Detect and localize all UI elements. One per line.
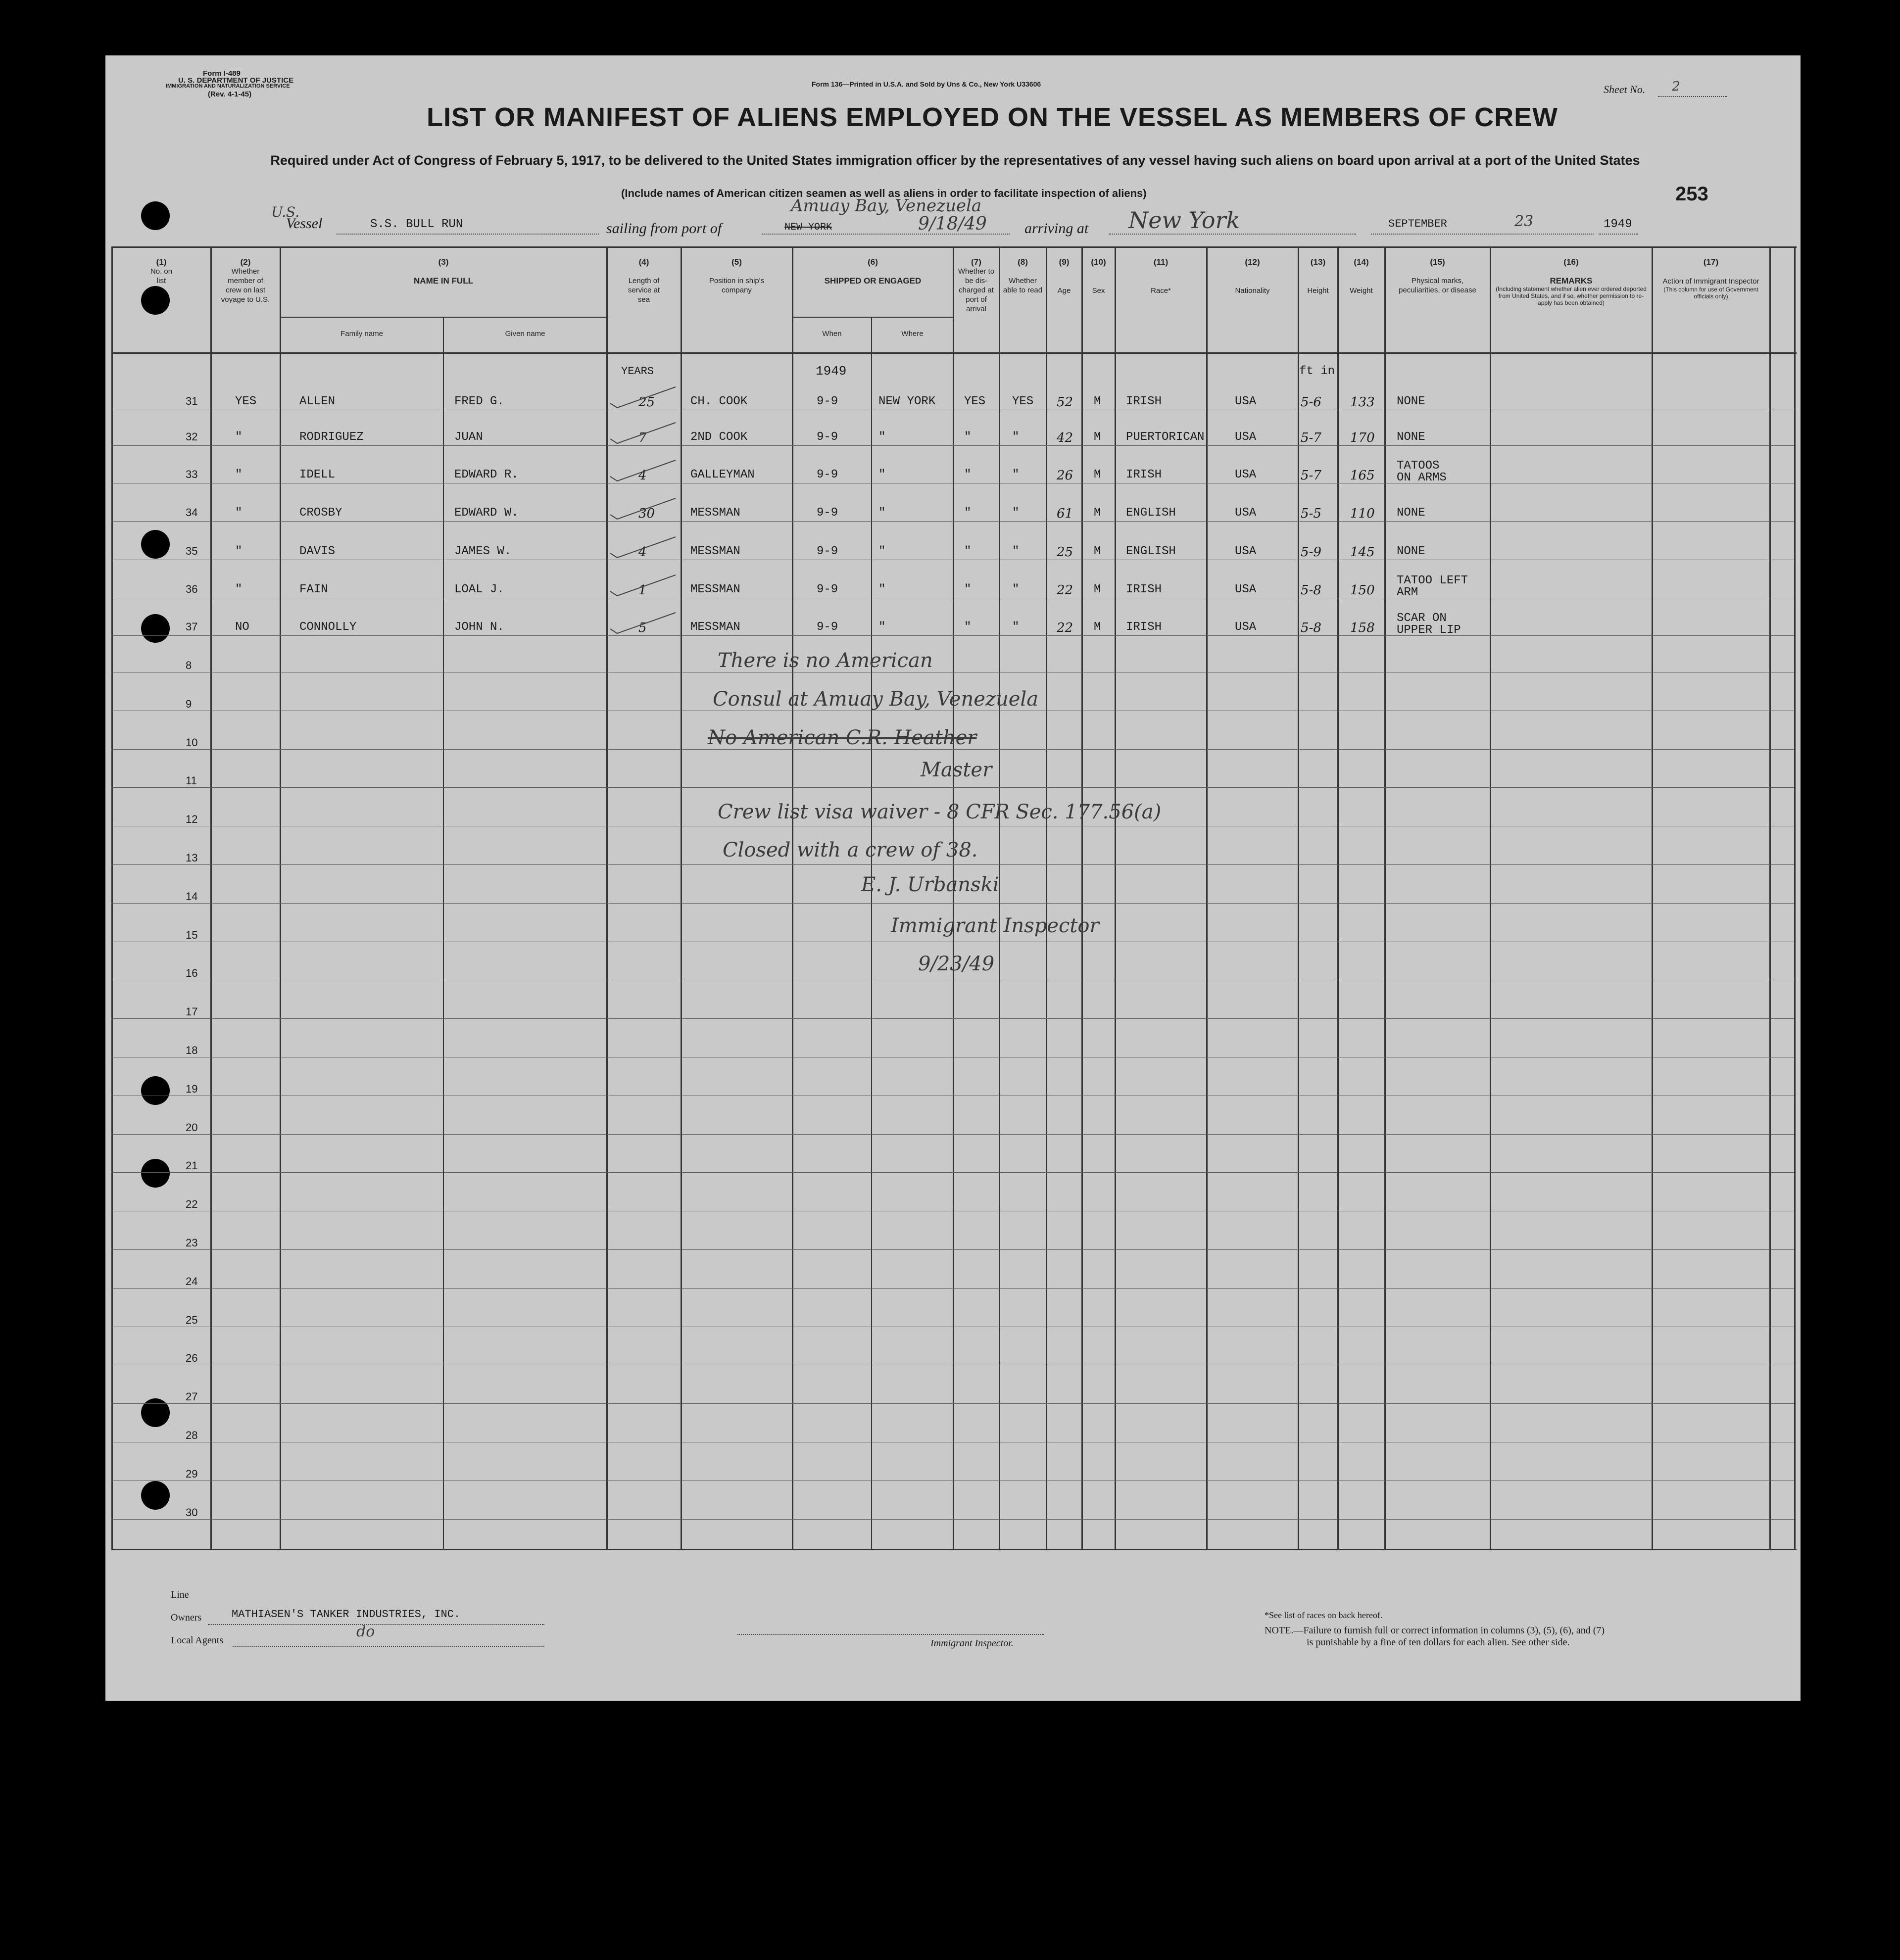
cell-nationality: USA — [1235, 468, 1257, 481]
height-unit: ft in — [1299, 365, 1335, 378]
checkmark-icon — [606, 459, 681, 484]
row-number: 16 — [186, 967, 198, 980]
cell-nationality: USA — [1235, 506, 1257, 520]
punch-hole — [141, 1076, 170, 1105]
checkmark-icon — [606, 422, 681, 446]
cell-physical-marks: NONE — [1397, 395, 1425, 408]
cell-shipped-where: " — [878, 583, 886, 596]
cell-weight: 170 — [1350, 430, 1375, 445]
cell-given-name: JAMES W. — [454, 545, 512, 558]
cell-discharged: " — [964, 583, 972, 596]
cell-discharged: YES — [964, 395, 986, 408]
cell-physical-marks: NONE — [1397, 506, 1425, 520]
family-name-header: Family name — [341, 330, 383, 338]
cell-sex: M — [1094, 468, 1101, 481]
row-number: 14 — [186, 890, 198, 903]
cell-age: 52 — [1057, 395, 1073, 410]
cell-prev: YES — [235, 395, 257, 408]
row-number: 25 — [186, 1313, 198, 1326]
row-number: 28 — [186, 1429, 198, 1441]
inspector-label: Immigrant Inspector. — [930, 1638, 1014, 1649]
cell-age: 22 — [1057, 583, 1073, 598]
revision: (Rev. 4-1-45) — [208, 90, 252, 98]
years-unit: YEARS — [621, 365, 654, 378]
cell-shipped-when: 9-9 — [817, 583, 838, 596]
cell-family-name: FAIN — [299, 583, 328, 596]
cell-sex: M — [1094, 395, 1101, 408]
cell-shipped-when: 9-9 — [817, 545, 838, 558]
cell-age: 42 — [1057, 430, 1073, 445]
cell-shipped-when: 9-9 — [817, 506, 838, 520]
cell-height: 5-6 — [1301, 395, 1321, 410]
departure-port: NEW YORK — [784, 222, 832, 233]
cell-sex: M — [1094, 430, 1101, 444]
include-note: (Include names of American citizen seamen as well as aliens in order to facilitate inspection of aliens) — [621, 187, 1147, 199]
year-shipped: 1949 — [816, 364, 847, 379]
cell-nationality: USA — [1235, 545, 1257, 558]
cell-prev: " — [235, 430, 243, 444]
col-2-header: (2) Whether member of crew on last voyage to U.S. — [221, 257, 270, 304]
punch-hole — [141, 201, 170, 230]
cell-read: " — [1012, 506, 1020, 520]
departure-date-handwritten: 9/18/49 — [918, 214, 987, 234]
col-3-header: (3) NAME IN FULL — [414, 257, 473, 286]
row-number: 23 — [186, 1237, 198, 1249]
form-number: Form I-489 — [203, 69, 241, 78]
cell-sex: M — [1094, 506, 1101, 520]
inspector-title-handwritten: Immigrant Inspector — [891, 914, 1099, 937]
row-number: 36 — [186, 583, 198, 595]
cell-weight: 158 — [1350, 621, 1375, 635]
cell-family-name: RODRIGUEZ — [299, 430, 364, 444]
where-header: Where — [901, 330, 924, 338]
department: U. S. DEPARTMENT OF JUSTICE — [178, 76, 294, 85]
cell-shipped-when: 9-9 — [817, 430, 838, 444]
cell-family-name: ALLEN — [299, 395, 336, 408]
note-visa-waiver: Crew list visa waiver - 8 CFR Sec. 177.56(a) — [718, 801, 1162, 823]
cell-service: 25 — [638, 395, 655, 410]
cell-family-name: IDELL — [299, 468, 336, 481]
fine-note: NOTE.—Failure to furnish full or correct information in columns (3), (5), (6), and (7) — [1265, 1625, 1605, 1636]
cell-shipped-when: 9-9 — [817, 468, 838, 481]
cell-service: 5 — [638, 621, 647, 635]
cell-shipped-where: " — [878, 545, 886, 558]
row-number: 27 — [186, 1390, 198, 1403]
cell-read: " — [1012, 621, 1020, 634]
cell-given-name: EDWARD W. — [454, 506, 519, 520]
cell-service: 4 — [638, 468, 647, 483]
cell-race: IRISH — [1126, 583, 1162, 596]
checkmark-icon — [606, 612, 681, 636]
note-closed-crew: Closed with a crew of 38. — [723, 839, 978, 861]
cell-family-name: CONNOLLY — [299, 621, 357, 634]
arrival-month: SEPTEMBER — [1388, 218, 1447, 230]
cell-shipped-when: 9-9 — [817, 621, 838, 634]
col-16-header: (16) REMARKS (Including statement whether alien ever ordered deported from United States, and if so, whether permission to re-apply has been obtained) — [1496, 257, 1647, 306]
cell-race: IRISH — [1126, 468, 1162, 481]
col-10-header: (10) Sex — [1091, 257, 1106, 295]
cell-race: ENGLISH — [1126, 545, 1176, 558]
cell-race: IRISH — [1126, 621, 1162, 634]
cell-age: 25 — [1057, 545, 1073, 560]
punch-hole — [141, 530, 170, 559]
cell-service: 7 — [638, 430, 647, 445]
cell-read: " — [1012, 545, 1020, 558]
cell-weight: 145 — [1350, 545, 1375, 560]
row-number: 12 — [186, 813, 198, 826]
cell-family-name: DAVIS — [299, 545, 336, 558]
vessel-name: S.S. BULL RUN — [370, 218, 463, 231]
note-master-title: Master — [921, 759, 992, 781]
cell-given-name: EDWARD R. — [454, 468, 519, 481]
row-number: 32 — [186, 430, 198, 443]
note-master-signature: No American C.R. Heather — [708, 726, 977, 749]
cell-nationality: USA — [1235, 621, 1257, 634]
cell-age: 22 — [1057, 621, 1073, 635]
cell-height: 5-8 — [1301, 621, 1321, 635]
page-number: 253 — [1675, 183, 1708, 205]
cell-discharged: " — [964, 545, 972, 558]
cell-weight: 150 — [1350, 583, 1375, 598]
cell-height: 5-5 — [1301, 506, 1321, 521]
cell-physical-marks: SCAR ON — [1397, 612, 1447, 625]
col-14-header: (14) Weight — [1350, 257, 1373, 295]
row-number: 19 — [186, 1082, 198, 1095]
row-number: 26 — [186, 1352, 198, 1365]
cell-read: " — [1012, 583, 1020, 596]
col-1-header: (1) No. on list — [150, 257, 173, 285]
row-number: 13 — [186, 852, 198, 864]
row-number: 22 — [186, 1198, 198, 1211]
cell-age: 61 — [1057, 506, 1073, 521]
form-subtitle: Required under Act of Congress of February 5, 1917, to be delivered to the United States immigration officer by the representatives of any vessel having such aliens on board upon arrival at a port of the United States — [270, 153, 1640, 168]
punch-hole — [141, 614, 170, 643]
cell-physical-marks-line2: UPPER LIP — [1397, 623, 1461, 637]
col-7-header: (7) Whether to be dis-charged at port of arrival — [958, 257, 995, 313]
fine-note-cont: is punishable by a fine of ten dollars for each alien. See other side. — [1307, 1637, 1570, 1648]
cell-service: 30 — [638, 506, 655, 521]
arriving-label: arriving at — [1024, 220, 1089, 237]
cell-given-name: FRED G. — [454, 395, 504, 408]
cell-race: ENGLISH — [1126, 506, 1176, 520]
cell-nationality: USA — [1235, 395, 1257, 408]
punch-hole — [141, 286, 170, 315]
row-number: 10 — [186, 736, 198, 749]
races-note: *See list of races on back hereof. — [1265, 1610, 1383, 1620]
row-number: 34 — [186, 506, 198, 519]
cell-prev: NO — [235, 621, 249, 634]
cell-weight: 133 — [1350, 395, 1375, 410]
row-number: 18 — [186, 1044, 198, 1056]
cell-shipped-where: " — [878, 506, 886, 520]
agents-label: Local Agents — [171, 1635, 224, 1646]
row-number: 29 — [186, 1467, 198, 1480]
row-number: 37 — [186, 621, 198, 633]
row-number: 35 — [186, 545, 198, 557]
cell-race: IRISH — [1126, 395, 1162, 408]
cell-family-name: CROSBY — [299, 506, 342, 520]
row-number: 31 — [186, 395, 198, 407]
cell-physical-marks-line2: ON ARMS — [1397, 471, 1447, 484]
cell-shipped-where: NEW YORK — [878, 395, 936, 408]
cell-shipped-where: " — [878, 621, 886, 634]
cell-read: YES — [1012, 395, 1034, 408]
cell-shipped-where: " — [878, 468, 886, 481]
col-17-header: (17) Action of Immigrant Inspector (This column for use of Government officials only) — [1662, 257, 1759, 300]
service: IMMIGRATION AND NATURALIZATION SERVICE — [166, 83, 290, 89]
punch-hole — [141, 1481, 170, 1510]
sheet-number: 2 — [1672, 79, 1680, 94]
cell-prev: " — [235, 506, 243, 520]
row-number: 9 — [186, 697, 192, 710]
sailing-label: sailing from port of — [606, 220, 722, 237]
page-title: LIST OR MANIFEST OF ALIENS EMPLOYED ON THE VESSEL AS MEMBERS OF CREW — [427, 102, 1559, 132]
row-number: 17 — [186, 1005, 198, 1018]
col-6-header: (6) SHIPPED OR ENGAGED — [824, 257, 922, 286]
cell-height: 5-9 — [1301, 545, 1321, 560]
cell-position: CH. COOK — [690, 395, 748, 408]
when-header: When — [822, 330, 842, 338]
row-number: 33 — [186, 468, 198, 480]
arrival-year: 1949 — [1604, 218, 1632, 231]
col-11-header: (11) Race* — [1151, 257, 1171, 295]
cell-discharged: " — [964, 506, 972, 520]
checkmark-icon — [606, 536, 681, 561]
cell-read: " — [1012, 468, 1020, 481]
note-no-consul: There is no American — [718, 649, 933, 672]
row-number: 11 — [186, 774, 197, 787]
cell-discharged: " — [964, 621, 972, 634]
cell-shipped-when: 9-9 — [817, 395, 838, 408]
cell-discharged: " — [964, 468, 972, 481]
vessel-label: Vessel — [286, 215, 323, 232]
row-number: 24 — [186, 1275, 198, 1288]
owners-name: MATHIASEN'S TANKER INDUSTRIES, INC. — [232, 1608, 461, 1621]
cell-race: PUERTORICAN — [1126, 430, 1205, 444]
cell-height: 5-7 — [1301, 468, 1321, 483]
inspector-signature: E. J. Urbanski — [861, 873, 999, 896]
col-5-header: (5) Position in ship's company — [709, 257, 765, 294]
cell-physical-marks: NONE — [1397, 430, 1425, 444]
row-number: 20 — [186, 1121, 198, 1134]
note-consul-location: Consul at Amuay Bay, Venezuela — [713, 688, 1039, 711]
arrival-day: 23 — [1514, 213, 1534, 230]
cell-given-name: JOHN N. — [454, 621, 504, 634]
checkmark-icon — [606, 386, 681, 411]
cell-sex: M — [1094, 545, 1101, 558]
checkmark-icon — [606, 574, 681, 599]
cell-weight: 110 — [1350, 506, 1375, 521]
departure-port-handwritten: Amuay Bay, Venezuela — [791, 196, 982, 216]
row-number: 15 — [186, 928, 198, 941]
cell-position: MESSMAN — [690, 545, 740, 558]
cell-physical-marks: TATOOS — [1397, 459, 1440, 473]
cell-discharged: " — [964, 430, 972, 444]
cell-prev: " — [235, 545, 243, 558]
cell-sex: M — [1094, 621, 1101, 634]
cell-given-name: LOAL J. — [454, 583, 504, 596]
cell-height: 5-8 — [1301, 583, 1321, 598]
owners-label: Owners — [171, 1612, 202, 1623]
col-4-header: (4) Length of service at sea — [628, 257, 660, 304]
cell-physical-marks: NONE — [1397, 545, 1425, 558]
inspection-date: 9/23/49 — [918, 953, 995, 975]
cell-prev: " — [235, 583, 243, 596]
cell-age: 26 — [1057, 468, 1073, 483]
punch-hole — [141, 1159, 170, 1188]
punch-hole — [141, 1398, 170, 1427]
row-number: 30 — [186, 1506, 198, 1519]
col-12-header: (12) Nationality — [1235, 257, 1270, 295]
cell-service: 1 — [638, 583, 647, 598]
vessel-prefix: U.S. — [271, 204, 300, 220]
cell-shipped-where: " — [878, 430, 886, 444]
cell-given-name: JUAN — [454, 430, 483, 444]
arrival-port: New York — [1128, 207, 1240, 234]
col-15-header: (15) Physical marks, peculiarities, or disease — [1399, 257, 1476, 294]
row-number: 8 — [186, 659, 192, 671]
row-number: 21 — [186, 1159, 198, 1172]
cell-position: 2ND COOK — [690, 430, 748, 444]
sheet-label: Sheet No. — [1604, 83, 1646, 96]
cell-nationality: USA — [1235, 583, 1257, 596]
cell-prev: " — [235, 468, 243, 481]
cell-physical-marks-line2: ARM — [1397, 586, 1418, 599]
agents-value: do — [356, 1623, 375, 1640]
cell-position: MESSMAN — [690, 583, 740, 596]
cell-height: 5-7 — [1301, 430, 1321, 445]
printer-line: Form 136—Printed in U.S.A. and Sold by Uns & Co., New York U33606 — [812, 80, 1041, 88]
cell-read: " — [1012, 430, 1020, 444]
cell-physical-marks: TATOO LEFT — [1397, 574, 1468, 587]
col-13-header: (13) Height — [1307, 257, 1329, 295]
cell-weight: 165 — [1350, 468, 1375, 483]
line-label: Line — [171, 1589, 189, 1600]
cell-position: MESSMAN — [690, 621, 740, 634]
cell-nationality: USA — [1235, 430, 1257, 444]
checkmark-icon — [606, 497, 681, 522]
cell-position: MESSMAN — [690, 506, 740, 520]
given-name-header: Given name — [505, 330, 545, 338]
cell-service: 4 — [638, 545, 647, 560]
cell-position: GALLEYMAN — [690, 468, 755, 481]
cell-sex: M — [1094, 583, 1101, 596]
col-8-header: (8) Whether able to read — [1003, 257, 1043, 294]
col-9-header: (9) Age — [1057, 257, 1071, 295]
